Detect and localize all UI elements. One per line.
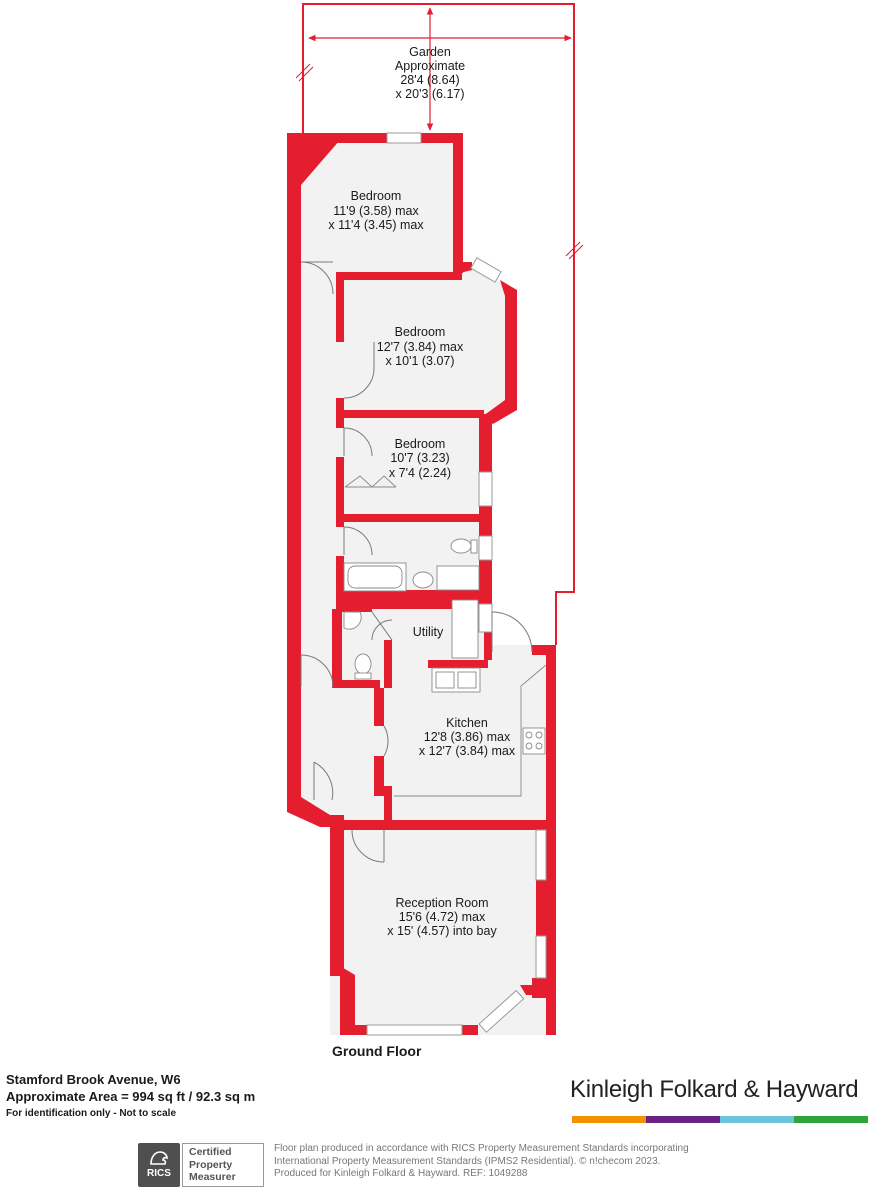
bedroom2-dim1: 12'7 (3.84) max <box>376 340 464 354</box>
brand-color-bar <box>572 1116 868 1123</box>
brand-bar-green <box>794 1116 868 1123</box>
rics-text: RICS <box>147 1168 171 1179</box>
basin <box>413 572 433 588</box>
bedroom1-dim2: x 11'4 (3.45) max <box>328 218 424 232</box>
certified-measurer <box>182 1143 264 1187</box>
brand-bar-orange <box>572 1116 646 1123</box>
brand-bar-purple <box>646 1116 720 1123</box>
kitchen-label: Kitchen <box>446 716 488 730</box>
shower-cabinet <box>437 566 479 590</box>
bedroom3-label: Bedroom <box>394 437 446 451</box>
rics-logo <box>138 1143 180 1187</box>
kitchen-dim2: x 12'7 (3.84) max <box>418 744 516 758</box>
reception-dim2: x 15' (4.57) into bay <box>387 924 497 938</box>
cert-line3: Measurer <box>189 1171 236 1183</box>
property-address: Stamford Brook Avenue, W6 <box>6 1072 181 1087</box>
garden-label-line3: 28'4 (8.64) <box>400 73 460 87</box>
disclaimer: For identification only - Not to scale <box>6 1108 177 1119</box>
credits <box>274 1143 689 1181</box>
brand-name: Kinleigh Folkard & Hayward <box>570 1076 859 1103</box>
bedroom3-dim1: 10'7 (3.23) <box>390 451 450 465</box>
property-info <box>6 1071 255 1105</box>
credits-line3: Produced for Kinleigh Folkard & Hayward. REF: 1049288 <box>274 1168 528 1179</box>
property-area: Approximate Area = 994 sq ft / 92.3 sq m <box>6 1089 256 1104</box>
reception-label: Reception Room <box>395 896 489 910</box>
rics-badge <box>138 1143 264 1187</box>
hob <box>523 728 545 754</box>
break-mark <box>569 245 583 259</box>
cert-line1: Certified <box>189 1146 232 1158</box>
lion-logo-icon <box>148 1149 170 1167</box>
brand-bar-cyan <box>720 1116 794 1123</box>
cert-line2: Property <box>189 1158 233 1171</box>
bedroom2-dim2: x 10'1 (3.07) <box>385 354 455 368</box>
credits-line1: Floor plan produced in accordance with RICS Property Measurement Standards incorporating <box>274 1143 689 1154</box>
garden-label: Garden <box>409 45 451 59</box>
credits-line2: International Property Measurement Standards (IPMS2 Residential). © n!checom 2023. <box>274 1155 661 1167</box>
bedroom1-label: Bedroom <box>350 189 402 203</box>
utility-unit <box>452 600 478 658</box>
bedroom1-dim1: 11'9 (3.58) max <box>333 204 419 218</box>
toilet-bathroom <box>451 539 471 553</box>
toilet-wc <box>355 654 371 674</box>
utility-label: Utility <box>412 625 444 639</box>
garden-label-line4: x 20'3 (6.17) <box>395 87 465 101</box>
garden-label-line2: Approximate <box>394 59 466 73</box>
break-mark <box>299 67 313 81</box>
bedroom2-label: Bedroom <box>394 325 446 339</box>
kitchen-dim1: 12'8 (3.86) max <box>423 730 511 744</box>
bedroom3-dim2: x 7'4 (2.24) <box>388 466 452 480</box>
reception-dim1: 15'6 (4.72) max <box>398 910 486 924</box>
floor-label: Ground Floor <box>332 1043 422 1059</box>
